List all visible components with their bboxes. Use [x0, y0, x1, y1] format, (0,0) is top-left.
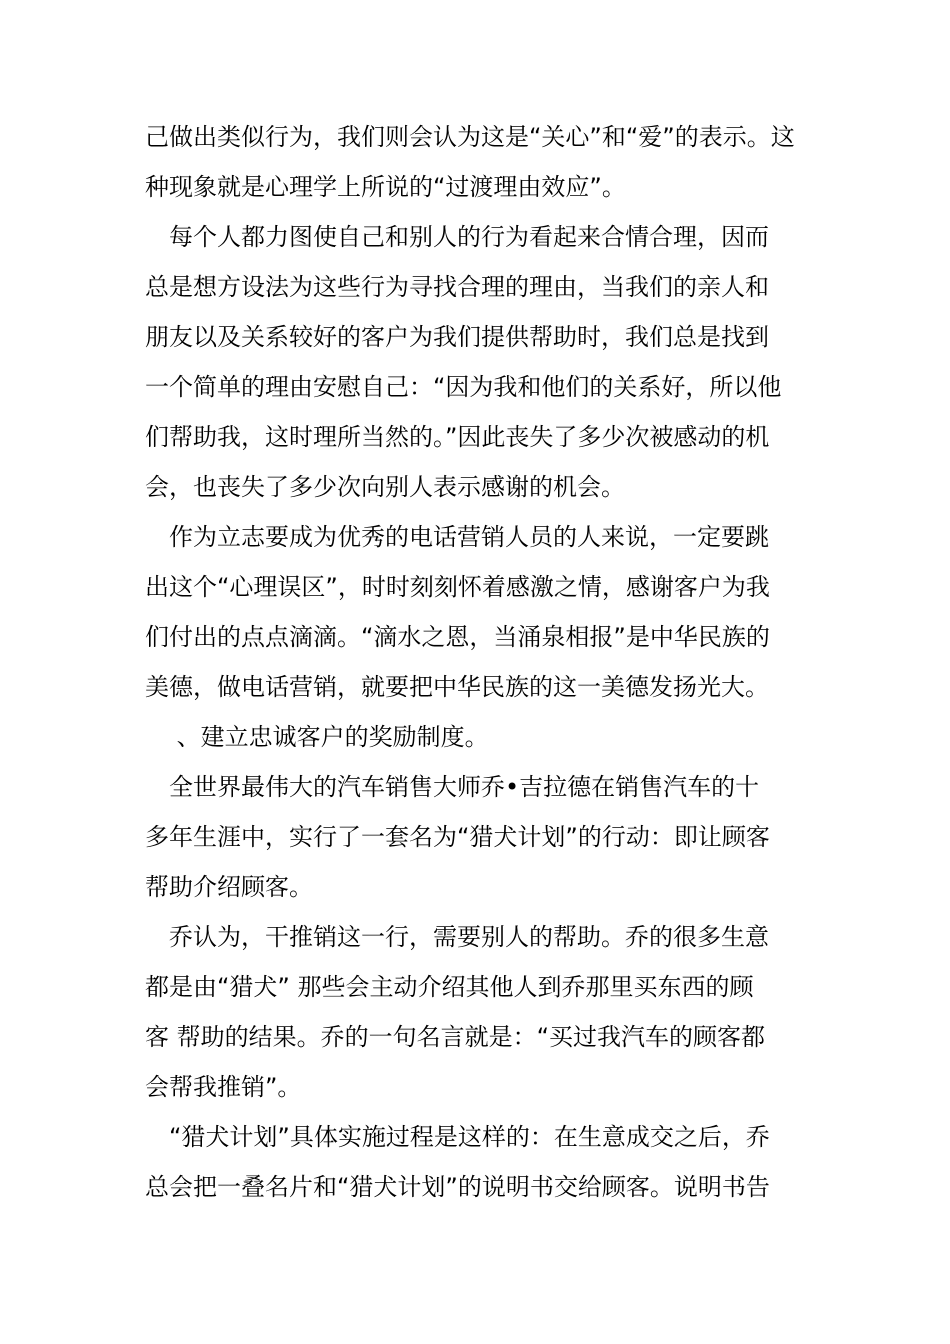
text-line: 作为立志要成为优秀的电话营销人员的人来说，一定要跳 — [145, 523, 769, 551]
text-line: 们帮助我，这时理所当然的。”因此丧失了多少次被感动的机 — [145, 423, 770, 451]
text-line: 种现象就是心理学上所说的“过渡理由效应”。 — [145, 173, 626, 201]
text-line: 帮助介绍顾客。 — [145, 873, 313, 901]
text-line: 全世界最伟大的汽车销售大师乔•吉拉德在销售汽车的十 — [145, 773, 760, 801]
text-line: 总是想方设法为这些行为寻找合理的理由，当我们的亲人和 — [145, 273, 769, 301]
text-line: “猎犬计划”具体实施过程是这样的：在生意成交之后，乔 — [145, 1123, 770, 1151]
text-line: 乔认为，干推销这一行，需要别人的帮助。乔的很多生意 — [145, 923, 769, 951]
text-line: 会帮我推销”。 — [145, 1073, 302, 1101]
text-line: 一个简单的理由安慰自己：“因为我和他们的关系好，所以他 — [145, 373, 782, 401]
text-line: 客 帮助的结果。乔的一句名言就是：“买过我汽车的顾客都 — [145, 1023, 766, 1051]
text-line: 每个人都力图使自己和别人的行为看起来合情合理，因而 — [145, 223, 769, 251]
text-line: 朋友以及关系较好的客户为我们提供帮助时，我们总是找到 — [145, 323, 769, 351]
text-line: 己做出类似行为，我们则会认为这是“关心”和“爱”的表示。这 — [145, 123, 795, 151]
text-line: 都是由“猎犬” 那些会主动介绍其他人到乔那里买东西的顾 — [145, 973, 754, 1001]
document-body — [145, 112, 815, 1212]
text-line: 们付出的点点滴滴。“滴水之恩，当涌泉相报”是中华民族的 — [145, 623, 770, 651]
text-line: 美德，做电话营销，就要把中华民族的这一美德发扬光大。 — [145, 673, 769, 701]
text-line: 多年生涯中，实行了一套名为“猎犬计划”的行动：即让顾客 — [145, 823, 770, 851]
text-line: 出这个“心理误区”，时时刻刻怀着感激之情，感谢客户为我 — [145, 573, 770, 601]
text-line: 总会把一叠名片和“猎犬计划”的说明书交给顾客。说明书告 — [145, 1173, 770, 1201]
text-line: 会，也丧失了多少次向别人表示感谢的机会。 — [145, 473, 625, 501]
text-line: 、建立忠诚客户的奖励制度。 — [145, 723, 489, 751]
